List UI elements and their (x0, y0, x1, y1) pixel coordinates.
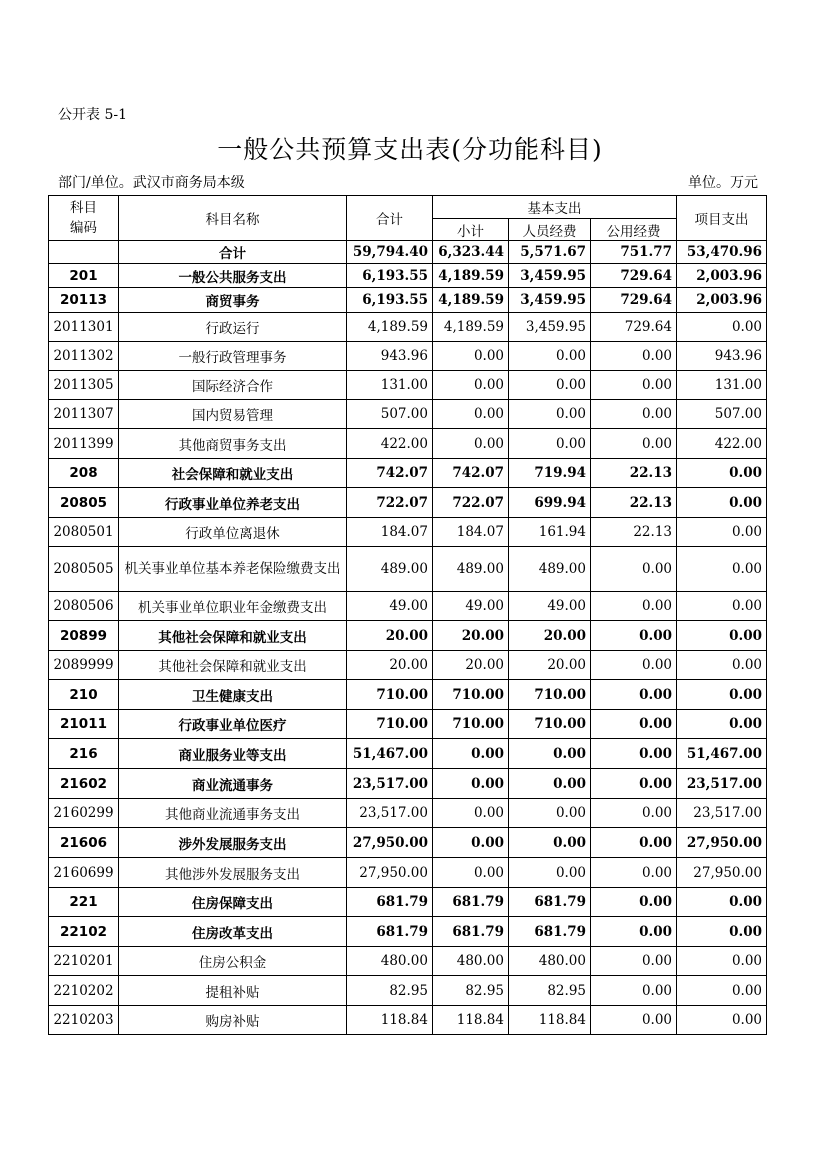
row-public: 0.00 (591, 799, 677, 828)
row-name: 卫生健康支出 (119, 680, 347, 710)
table-row (49, 769, 767, 799)
table-row (49, 917, 767, 947)
table-row (49, 288, 767, 313)
table-row (49, 799, 767, 828)
row-total: 49.00 (347, 592, 433, 621)
row-subtotal: 0.00 (433, 799, 509, 828)
row-public: 0.00 (591, 680, 677, 710)
row-subtotal: 0.00 (433, 371, 509, 400)
row-personnel: 681.79 (509, 888, 591, 917)
table-row (49, 518, 767, 547)
row-code: 2011399 (49, 429, 119, 459)
row-total: 51,467.00 (347, 739, 433, 769)
form-number: 公开表 5-1 (58, 107, 127, 123)
table-row (49, 976, 767, 1006)
row-code: 2210202 (49, 976, 119, 1006)
row-project: 0.00 (677, 518, 767, 547)
row-name: 国内贸易管理 (119, 400, 347, 429)
row-subtotal: 20.00 (433, 621, 509, 651)
row-public: 22.13 (591, 518, 677, 547)
header-subtotal: 小计 (433, 219, 509, 241)
table-row (49, 429, 767, 459)
row-total: 184.07 (347, 518, 433, 547)
row-project: 0.00 (677, 488, 767, 518)
row-subtotal: 722.07 (433, 488, 509, 518)
row-name: 行政运行 (119, 313, 347, 342)
row-subtotal: 82.95 (433, 976, 509, 1006)
row-subtotal: 742.07 (433, 459, 509, 488)
row-subtotal: 681.79 (433, 888, 509, 917)
row-personnel: 0.00 (509, 371, 591, 400)
row-personnel: 0.00 (509, 828, 591, 858)
table-row (49, 828, 767, 858)
row-personnel: 710.00 (509, 680, 591, 710)
row-project: 0.00 (677, 976, 767, 1006)
row-subtotal: 489.00 (433, 547, 509, 592)
row-code: 2160299 (49, 799, 119, 828)
row-public: 0.00 (591, 947, 677, 976)
row-public: 22.13 (591, 459, 677, 488)
row-project: 131.00 (677, 371, 767, 400)
row-code: 2011305 (49, 371, 119, 400)
row-public: 0.00 (591, 858, 677, 888)
row-total: 489.00 (347, 547, 433, 592)
row-personnel: 719.94 (509, 459, 591, 488)
row-total: 742.07 (347, 459, 433, 488)
header-row (49, 196, 767, 219)
row-subtotal: 0.00 (433, 858, 509, 888)
row-code: 2011307 (49, 400, 119, 429)
row-name: 其他涉外发展服务支出 (119, 858, 347, 888)
row-project: 0.00 (677, 621, 767, 651)
row-project: 2,003.96 (677, 264, 767, 288)
row-code: 21011 (49, 710, 119, 739)
table-row (49, 621, 767, 651)
row-personnel: 681.79 (509, 917, 591, 947)
row-project: 0.00 (677, 680, 767, 710)
row-name: 提租补贴 (119, 976, 347, 1006)
header-public: 公用经费 (591, 219, 677, 241)
row-code (49, 241, 119, 264)
row-public: 0.00 (591, 371, 677, 400)
row-total: 59,794.40 (347, 241, 433, 264)
row-code: 2011301 (49, 313, 119, 342)
row-total: 23,517.00 (347, 799, 433, 828)
header-code: 科目 编码 (49, 196, 119, 241)
row-total: 6,193.55 (347, 264, 433, 288)
row-total: 20.00 (347, 621, 433, 651)
row-name: 机关事业单位职业年金缴费支出 (119, 592, 347, 621)
row-name: 其他社会保障和就业支出 (119, 651, 347, 680)
row-project: 51,467.00 (677, 739, 767, 769)
header-name: 科目名称 (119, 196, 347, 241)
row-subtotal: 4,189.59 (433, 313, 509, 342)
row-total: 722.07 (347, 488, 433, 518)
row-name: 商业服务业等支出 (119, 739, 347, 769)
table-row (49, 371, 767, 400)
row-code: 20113 (49, 288, 119, 313)
row-personnel: 0.00 (509, 799, 591, 828)
row-code: 208 (49, 459, 119, 488)
row-total: 27,950.00 (347, 828, 433, 858)
row-code: 2089999 (49, 651, 119, 680)
row-total: 943.96 (347, 342, 433, 371)
row-public: 0.00 (591, 342, 677, 371)
row-code: 2080501 (49, 518, 119, 547)
row-name: 一般行政管理事务 (119, 342, 347, 371)
row-public: 0.00 (591, 1006, 677, 1035)
row-project: 0.00 (677, 651, 767, 680)
row-project: 27,950.00 (677, 858, 767, 888)
table-row (49, 1006, 767, 1035)
row-project: 0.00 (677, 710, 767, 739)
row-public: 0.00 (591, 592, 677, 621)
row-name: 国际经济合作 (119, 371, 347, 400)
row-public: 0.00 (591, 547, 677, 592)
row-project: 0.00 (677, 459, 767, 488)
header-basic: 基本支出 (433, 196, 677, 219)
table-row (49, 241, 767, 264)
row-subtotal: 4,189.59 (433, 288, 509, 313)
row-project: 943.96 (677, 342, 767, 371)
row-public: 729.64 (591, 264, 677, 288)
row-public: 0.00 (591, 621, 677, 651)
table-row (49, 710, 767, 739)
row-total: 681.79 (347, 917, 433, 947)
row-subtotal: 0.00 (433, 400, 509, 429)
row-project: 0.00 (677, 547, 767, 592)
row-name: 社会保障和就业支出 (119, 459, 347, 488)
row-subtotal: 0.00 (433, 739, 509, 769)
row-personnel: 699.94 (509, 488, 591, 518)
row-code: 216 (49, 739, 119, 769)
row-name: 涉外发展服务支出 (119, 828, 347, 858)
row-public: 0.00 (591, 429, 677, 459)
row-subtotal: 0.00 (433, 828, 509, 858)
row-public: 0.00 (591, 917, 677, 947)
row-personnel: 0.00 (509, 342, 591, 371)
row-subtotal: 710.00 (433, 710, 509, 739)
row-name: 住房改革支出 (119, 917, 347, 947)
table-row (49, 888, 767, 917)
row-subtotal: 0.00 (433, 769, 509, 799)
row-name: 住房保障支出 (119, 888, 347, 917)
row-code: 221 (49, 888, 119, 917)
row-project: 0.00 (677, 1006, 767, 1035)
row-total: 422.00 (347, 429, 433, 459)
row-personnel: 20.00 (509, 621, 591, 651)
header-project: 项目支出 (677, 196, 767, 241)
row-code: 2080505 (49, 547, 119, 592)
row-personnel: 5,571.67 (509, 241, 591, 264)
header-personnel: 人员经费 (509, 219, 591, 241)
row-public: 0.00 (591, 976, 677, 1006)
row-project: 23,517.00 (677, 799, 767, 828)
page-title: 一般公共预算支出表(分功能科目) (217, 135, 603, 164)
row-personnel: 118.84 (509, 1006, 591, 1035)
row-code: 21602 (49, 769, 119, 799)
table-row (49, 651, 767, 680)
row-name: 行政事业单位养老支出 (119, 488, 347, 518)
row-personnel: 0.00 (509, 400, 591, 429)
row-project: 0.00 (677, 313, 767, 342)
row-code: 210 (49, 680, 119, 710)
row-personnel: 3,459.95 (509, 313, 591, 342)
row-subtotal: 710.00 (433, 680, 509, 710)
row-subtotal: 480.00 (433, 947, 509, 976)
row-personnel: 489.00 (509, 547, 591, 592)
row-name: 行政事业单位医疗 (119, 710, 347, 739)
row-code: 20805 (49, 488, 119, 518)
row-total: 710.00 (347, 680, 433, 710)
table-row (49, 488, 767, 518)
row-code: 22102 (49, 917, 119, 947)
row-project: 422.00 (677, 429, 767, 459)
row-project: 0.00 (677, 592, 767, 621)
row-project: 53,470.96 (677, 241, 767, 264)
row-personnel: 480.00 (509, 947, 591, 976)
row-name: 其他商业流通事务支出 (119, 799, 347, 828)
row-personnel: 82.95 (509, 976, 591, 1006)
row-personnel: 161.94 (509, 518, 591, 547)
row-name: 其他商贸事务支出 (119, 429, 347, 459)
row-total: 480.00 (347, 947, 433, 976)
table-row (49, 739, 767, 769)
header-total: 合计 (347, 196, 433, 241)
row-total: 710.00 (347, 710, 433, 739)
table-row (49, 547, 767, 592)
row-total: 20.00 (347, 651, 433, 680)
row-public: 0.00 (591, 651, 677, 680)
row-name: 机关事业单位基本养老保险缴费支出 (119, 547, 347, 592)
table-row (49, 592, 767, 621)
row-public: 751.77 (591, 241, 677, 264)
row-public: 729.64 (591, 313, 677, 342)
unit-label: 单位。万元 (688, 175, 758, 191)
row-name: 一般公共服务支出 (119, 264, 347, 288)
table-row (49, 680, 767, 710)
row-public: 0.00 (591, 769, 677, 799)
row-personnel: 710.00 (509, 710, 591, 739)
table-row (49, 947, 767, 976)
row-code: 201 (49, 264, 119, 288)
row-total: 131.00 (347, 371, 433, 400)
row-public: 0.00 (591, 888, 677, 917)
row-subtotal: 4,189.59 (433, 264, 509, 288)
row-personnel: 0.00 (509, 858, 591, 888)
table-row (49, 858, 767, 888)
row-name: 购房补贴 (119, 1006, 347, 1035)
row-total: 118.84 (347, 1006, 433, 1035)
row-public: 0.00 (591, 739, 677, 769)
row-name: 其他社会保障和就业支出 (119, 621, 347, 651)
row-project: 23,517.00 (677, 769, 767, 799)
row-personnel: 0.00 (509, 739, 591, 769)
row-project: 0.00 (677, 917, 767, 947)
row-total: 4,189.59 (347, 313, 433, 342)
table-row (49, 400, 767, 429)
row-personnel: 20.00 (509, 651, 591, 680)
table-row (49, 264, 767, 288)
budget-table (48, 195, 767, 1035)
row-project: 27,950.00 (677, 828, 767, 858)
row-code: 20899 (49, 621, 119, 651)
row-name: 商贸事务 (119, 288, 347, 313)
row-public: 0.00 (591, 400, 677, 429)
row-public: 0.00 (591, 710, 677, 739)
row-total: 681.79 (347, 888, 433, 917)
row-total: 27,950.00 (347, 858, 433, 888)
row-subtotal: 0.00 (433, 429, 509, 459)
row-code: 2011302 (49, 342, 119, 371)
row-personnel: 0.00 (509, 769, 591, 799)
row-project: 0.00 (677, 947, 767, 976)
row-subtotal: 49.00 (433, 592, 509, 621)
row-project: 2,003.96 (677, 288, 767, 313)
row-personnel: 0.00 (509, 429, 591, 459)
table-row (49, 459, 767, 488)
row-code: 2080506 (49, 592, 119, 621)
row-public: 729.64 (591, 288, 677, 313)
row-project: 507.00 (677, 400, 767, 429)
row-code: 2210201 (49, 947, 119, 976)
row-subtotal: 681.79 (433, 917, 509, 947)
row-name: 合计 (119, 241, 347, 264)
row-total: 6,193.55 (347, 288, 433, 313)
table-row (49, 342, 767, 371)
department-label: 部门/单位。武汉市商务局本级 (58, 175, 245, 191)
row-name: 住房公积金 (119, 947, 347, 976)
row-code: 2160699 (49, 858, 119, 888)
row-subtotal: 118.84 (433, 1006, 509, 1035)
row-personnel: 3,459.95 (509, 264, 591, 288)
table-row (49, 313, 767, 342)
row-code: 2210203 (49, 1006, 119, 1035)
row-public: 22.13 (591, 488, 677, 518)
row-name: 商业流通事务 (119, 769, 347, 799)
row-total: 507.00 (347, 400, 433, 429)
row-code: 21606 (49, 828, 119, 858)
row-project: 0.00 (677, 888, 767, 917)
row-subtotal: 0.00 (433, 342, 509, 371)
row-personnel: 49.00 (509, 592, 591, 621)
row-total: 82.95 (347, 976, 433, 1006)
row-subtotal: 184.07 (433, 518, 509, 547)
row-personnel: 3,459.95 (509, 288, 591, 313)
row-public: 0.00 (591, 828, 677, 858)
row-total: 23,517.00 (347, 769, 433, 799)
row-subtotal: 6,323.44 (433, 241, 509, 264)
row-subtotal: 20.00 (433, 651, 509, 680)
row-name: 行政单位离退休 (119, 518, 347, 547)
